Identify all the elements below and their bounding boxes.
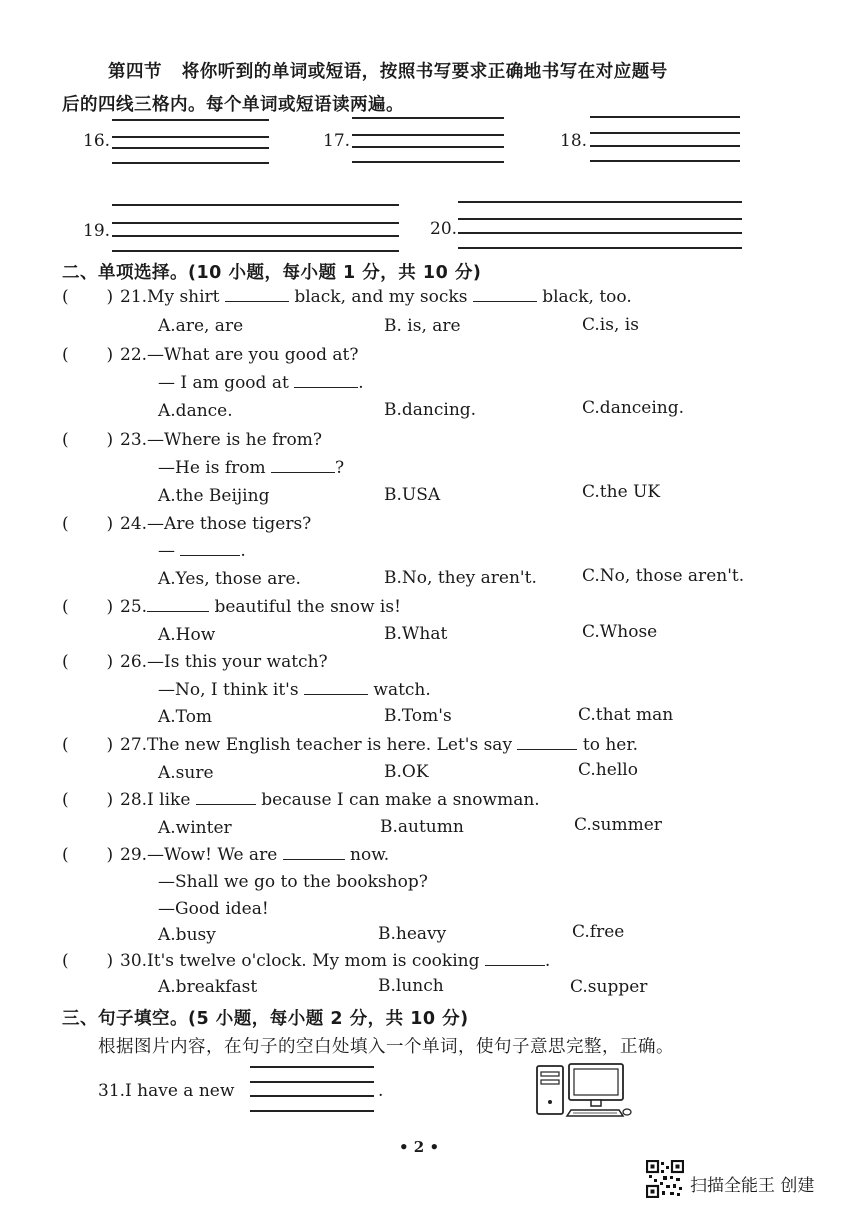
page-number: • 2 •: [399, 1138, 440, 1156]
question-29-line2: —Shall we go to the bookshop?: [158, 872, 428, 892]
option-29-b[interactable]: B.heavy: [378, 924, 447, 944]
option-24-b[interactable]: B.No, they aren't.: [384, 568, 537, 588]
question-24: ( ) 24.—Are those tigers?: [62, 514, 312, 534]
option-23-a[interactable]: A.the Beijing: [158, 486, 270, 506]
option-24-a[interactable]: A.Yes, those are.: [158, 569, 301, 589]
qr-code-icon: [646, 1160, 684, 1202]
option-26-c[interactable]: C.that man: [578, 705, 674, 725]
option-28-a[interactable]: A.winter: [158, 818, 232, 838]
answer-blank[interactable]: [271, 458, 335, 473]
question-25: ( ) 25. beautiful the snow is!: [62, 597, 401, 617]
answer-blank[interactable]: [196, 790, 256, 805]
option-22-a[interactable]: A.dance.: [158, 401, 233, 421]
option-21-c[interactable]: C.is, is: [582, 315, 639, 335]
option-28-b[interactable]: B.autumn: [380, 817, 464, 837]
item-19-number: 19.: [83, 221, 111, 241]
answer-blank[interactable]: [283, 845, 345, 860]
section4-instruction: 后的四线三格内。每个单词或短语读两遍。: [62, 95, 404, 115]
option-26-a[interactable]: A.Tom: [158, 707, 213, 727]
question-30: ( ) 30.It's twelve o'clock. My mom is cooking .: [62, 951, 551, 971]
question-27: ( ) 27.The new English teacher is here. Let's say to her.: [62, 735, 638, 755]
option-27-a[interactable]: A.sure: [158, 763, 214, 783]
question-29: ( ) 29.—Wow! We are now.: [62, 845, 390, 865]
question-23-line2: —He is from ?: [158, 458, 345, 478]
part3-instruction: 根据图片内容，在句子的空白处填入一个单词，使句子意思完整，正确。: [98, 1037, 674, 1057]
question-31-end: .: [378, 1081, 384, 1101]
part3-heading: 三、句子填空。(5 小题，每小题 2 分，共 10 分): [62, 1009, 469, 1029]
question-24-line2: — .: [158, 541, 246, 561]
option-21-a[interactable]: A.are, are: [158, 316, 244, 336]
question-21: ( ) 21.My shirt black, and my socks black, too.: [62, 287, 632, 307]
option-25-c[interactable]: C.Whose: [582, 622, 658, 642]
option-30-c[interactable]: C.supper: [570, 977, 648, 997]
item-16-number: 16.: [83, 131, 111, 151]
question-23: ( ) 23.—Where is he from?: [62, 430, 322, 450]
answer-blank[interactable]: [485, 951, 545, 966]
answer-blank[interactable]: [294, 373, 358, 388]
option-27-b[interactable]: B.OK: [384, 762, 429, 782]
option-25-b[interactable]: B.What: [384, 624, 448, 644]
option-25-a[interactable]: A.How: [158, 625, 216, 645]
question-31: 31.I have a new: [98, 1081, 235, 1101]
answer-blank[interactable]: [304, 680, 368, 695]
question-29-line3: —Good idea!: [158, 899, 269, 919]
option-29-c[interactable]: C.free: [572, 922, 625, 942]
option-22-b[interactable]: B.dancing.: [384, 400, 477, 420]
answer-blank[interactable]: [225, 287, 289, 302]
option-23-b[interactable]: B.USA: [384, 485, 441, 505]
part2-heading: 二、单项选择。(10 小题，每小题 1 分，共 10 分): [62, 263, 482, 283]
question-28: ( ) 28.I like because I can make a snowman.: [62, 790, 540, 810]
option-23-c[interactable]: C.the UK: [582, 482, 661, 502]
option-22-c[interactable]: C.danceing.: [582, 398, 685, 418]
item-17-number: 17.: [323, 131, 351, 151]
option-29-a[interactable]: A.busy: [158, 925, 216, 945]
option-28-c[interactable]: C.summer: [574, 815, 662, 835]
question-26-line2: —No, I think it's watch.: [158, 680, 431, 700]
computer-icon: [533, 1060, 633, 1124]
question-26: ( ) 26.—Is this your watch?: [62, 652, 328, 672]
answer-blank[interactable]: [180, 541, 240, 556]
section4-heading: 第四节 将你听到的单词或短语，按照书写要求正确地书写在对应题号: [108, 62, 668, 82]
option-24-c[interactable]: C.No, those aren't.: [582, 566, 745, 586]
watermark-text: 扫描全能王 创建: [690, 1176, 815, 1196]
question-22: ( ) 22.—What are you good at?: [62, 345, 359, 365]
option-30-b[interactable]: B.lunch: [378, 976, 444, 996]
option-21-b[interactable]: B. is, are: [384, 316, 461, 336]
option-26-b[interactable]: B.Tom's: [384, 706, 452, 726]
question-22-line2: — I am good at .: [158, 373, 364, 393]
answer-blank[interactable]: [473, 287, 537, 302]
option-27-c[interactable]: C.hello: [578, 760, 638, 780]
option-30-a[interactable]: A.breakfast: [158, 977, 258, 997]
answer-blank[interactable]: [517, 735, 577, 750]
answer-blank[interactable]: [147, 597, 209, 612]
item-18-number: 18.: [560, 131, 588, 151]
item-20-number: 20.: [430, 219, 458, 239]
